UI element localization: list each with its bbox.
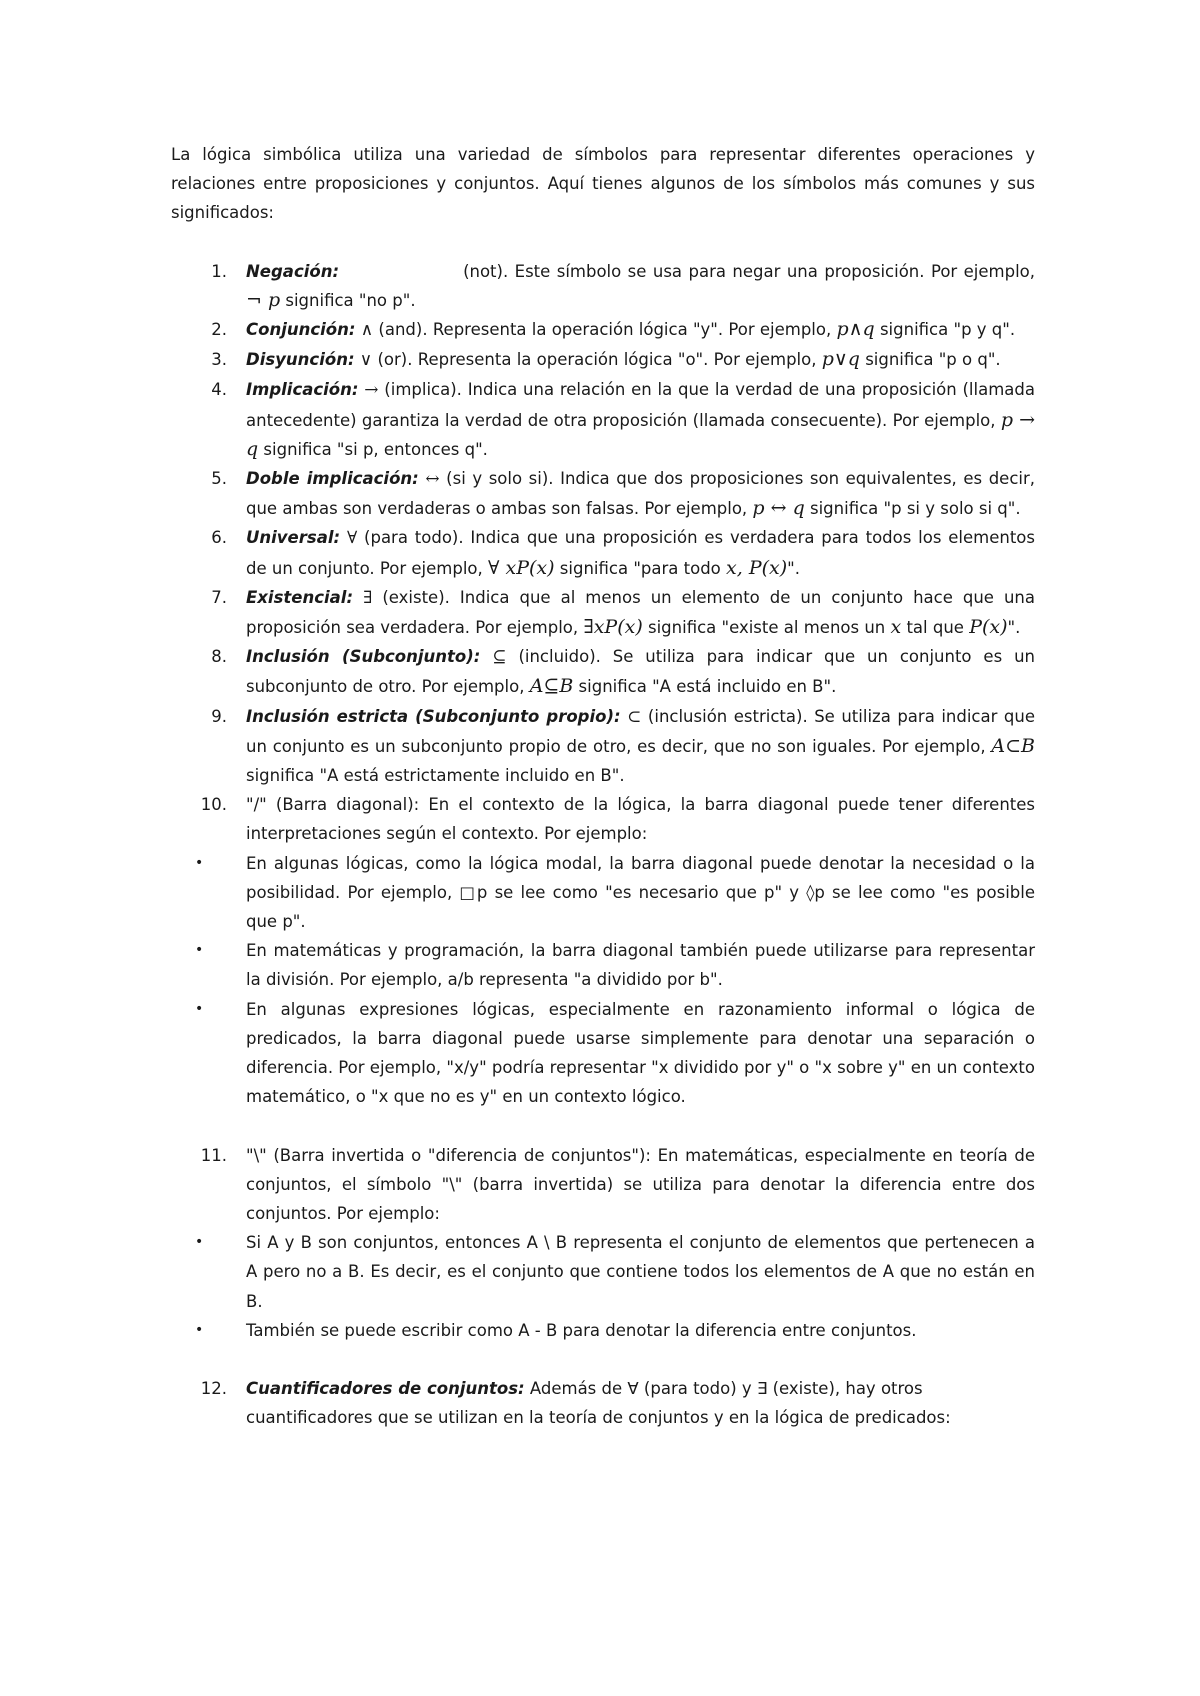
logic-symbol: → [364, 380, 379, 401]
math-expression: P(x) [969, 616, 1008, 639]
logic-symbol: ∧ [360, 320, 374, 341]
item-term: Negación: [246, 261, 340, 281]
item-term: Inclusión (Subconjunto): [246, 647, 481, 667]
list-item [171, 375, 1035, 464]
item-number: 11. [200, 1145, 227, 1165]
item-text: significa "p y q". [874, 320, 1016, 340]
item-text: (incluido). Se utiliza para indicar que un conjunto es un subconjunto de otro. Por ejemplo, [246, 647, 1035, 697]
math-expression: x [890, 616, 902, 639]
math-expression: ¬ p [246, 288, 281, 311]
bullet-item [171, 936, 1035, 994]
logic-symbol: ∨ [359, 350, 373, 371]
item-term: Disyunción: [246, 350, 355, 370]
list-item [171, 642, 1035, 701]
item-number: 8. [211, 647, 227, 667]
bullet-text: En algunas expresiones lógicas, especialmente en razonamiento informal o lógica de predicados, la barra diagonal puede usarse simplemente para denotar una separación o diferencia. Por ejemplo, "x/y" podría representar "x dividido por y" o "x sobre y" en un contexto matemático, o "x que no es y" en un contexto lógico. [246, 999, 1035, 1107]
logic-symbol: ∀ [346, 528, 358, 549]
math-expression: x, P(x) [726, 556, 788, 579]
item-text: "\" (Barra invertida o "diferencia de conjuntos"): En matemáticas, especialmente en teoría de conjuntos, el símbolo "\" (barra invertida) se utiliza para denotar la diferencia entre dos conjuntos. Por ejemplo: [246, 1145, 1035, 1223]
logic-symbol: ⊆ [492, 647, 507, 668]
math-expression: p ↔ q [752, 497, 805, 520]
bullet-icon: • [195, 1321, 204, 1338]
item-text: (inclusión estricta). Se utiliza para indicar que un conjunto es un subconjunto propio de otro, es decir, que no son iguales. Por ejemplo, [246, 706, 1035, 756]
math-expression: p∧q [836, 318, 875, 341]
item-number: 5. [211, 469, 227, 489]
item-text: (para todo). Indica que una proposición es verdadera para todos los elementos de un conjunto. Por ejemplo, [246, 528, 1035, 578]
item-text: significa "para todo [554, 558, 727, 578]
list-item [171, 345, 1035, 375]
math-expression: A⊆B [529, 675, 574, 698]
item-text: significa "A está estrictamente incluido en B". [246, 766, 625, 786]
item-term: Existencial: [246, 587, 354, 607]
item-text: tal que [901, 618, 970, 638]
item-term: Doble implicación: [246, 469, 419, 489]
bullet-text: Si A y B son conjuntos, entonces A \ B representa el conjunto de elementos que pertenecen a A pero no a B. Es decir, es el conjunto que contiene todos los elementos de A que no están en B. [246, 1233, 1035, 1311]
list-item [171, 702, 1035, 791]
math-expression: ∃xP(x) [583, 616, 643, 639]
bullet-icon: • [195, 1234, 204, 1251]
item-text: (not). Este símbolo se usa para negar una proposición. Por ejemplo, [463, 261, 1035, 281]
list-item [171, 257, 1035, 315]
item-text: significa "existe al menos un [642, 618, 891, 638]
item-text: Además de ∀ (para todo) y ∃ (existe), hay otros cuantificadores que se utilizan en la teoría de conjuntos y en la lógica de predicados: [246, 1378, 951, 1428]
item-number: 3. [211, 350, 227, 370]
spacer [171, 1112, 1035, 1141]
list-item [171, 1141, 1035, 1229]
bullet-item [171, 995, 1035, 1112]
item-text: significa "A está incluido en B". [573, 677, 837, 697]
item-text: (existe). Indica que al menos un elemento de un conjunto hace que una proposición sea verdadera. Por ejemplo, [246, 587, 1036, 638]
item-term: Inclusión estricta (Subconjunto propio): [246, 706, 621, 726]
list-item [171, 1374, 1035, 1432]
item-text: ". [1007, 618, 1021, 638]
item-text: ". [787, 558, 800, 578]
math-expression: p∨q [821, 348, 860, 371]
item-text: (implica). Indica una relación en la que la verdad de una proposición (llamada antecedente) garantiza la verdad de otra proposición (llamada consecuente). Por ejemplo, [246, 380, 1035, 430]
item-text: (or). Representa la operación lógica "o". Por ejemplo, [372, 350, 822, 370]
bullet-icon: • [195, 942, 204, 959]
list-item [171, 315, 1035, 345]
item-number: 6. [211, 528, 227, 548]
list-item [171, 523, 1035, 582]
math-expression: p → q [246, 408, 1035, 460]
item-number: 7. [211, 587, 227, 607]
item-term: Cuantificadores de conjuntos: [246, 1378, 525, 1398]
item-text: significa "si p, entonces q". [258, 439, 488, 459]
item-number: 9. [211, 706, 227, 726]
logic-symbol: ∃ [363, 587, 373, 608]
math-expression: ∀ xP(x) [488, 556, 555, 579]
item-text: significa "p si y solo si q". [804, 499, 1021, 519]
bullet-text: En matemáticas y programación, la barra diagonal también puede utilizarse para representar la división. Por ejemplo, a/b representa "a dividido por b". [246, 941, 1035, 990]
bullet-item [171, 849, 1035, 937]
item-term: Implicación: [246, 380, 359, 400]
math-expression: A⊂B [991, 734, 1035, 757]
bullet-icon: • [195, 1000, 204, 1017]
item-number: 12. [200, 1378, 227, 1398]
item-number: 1. [211, 261, 227, 281]
bullet-text: También se puede escribir como A - B para denotar la diferencia entre conjuntos. [246, 1320, 917, 1340]
item-text: significa "no p". [280, 290, 416, 310]
list-item [171, 464, 1035, 523]
intro-paragraph: La lógica simbólica utiliza una variedad de símbolos para representar diferentes operaciones y relaciones entre proposiciones y conjuntos. Aquí tienes algunos de los símbolos más comunes y sus significados: [171, 145, 1035, 223]
list-item [171, 790, 1035, 848]
item-text: "/" (Barra diagonal): En el contexto de la lógica, la barra diagonal puede tener diferentes interpretaciones según el contexto. Por ejemplo: [246, 795, 1035, 844]
bullet-icon: • [195, 854, 204, 871]
item-term: Universal: [246, 528, 341, 548]
item-text: (si y solo si). Indica que dos proposiciones son equivalentes, es decir, que ambas son verdaderas o ambas son falsas. Por ejemplo, [246, 469, 1035, 519]
bullet-text: En algunas lógicas, como la lógica modal, la barra diagonal puede denotar la necesidad o la posibilidad. Por ejemplo, □p se lee como "es necesario que p" y ◊p se lee como "es posible que p". [246, 853, 1035, 932]
bullet-item [171, 1228, 1035, 1316]
item-text: (and). Representa la operación lógica "y". Por ejemplo, [373, 320, 837, 340]
item-number: 2. [211, 320, 227, 340]
item-text: significa "p o q". [859, 350, 1001, 370]
document-body [171, 140, 1035, 1432]
item-number: 4. [211, 380, 227, 400]
logic-symbol: ⊂ [627, 706, 642, 727]
list-item [171, 583, 1035, 642]
item-term: Conjunción: [246, 320, 356, 340]
spacer [171, 1345, 1035, 1374]
bullet-item [171, 1316, 1035, 1345]
logic-symbol: ↔ [425, 469, 440, 490]
item-number: 10. [200, 795, 227, 815]
